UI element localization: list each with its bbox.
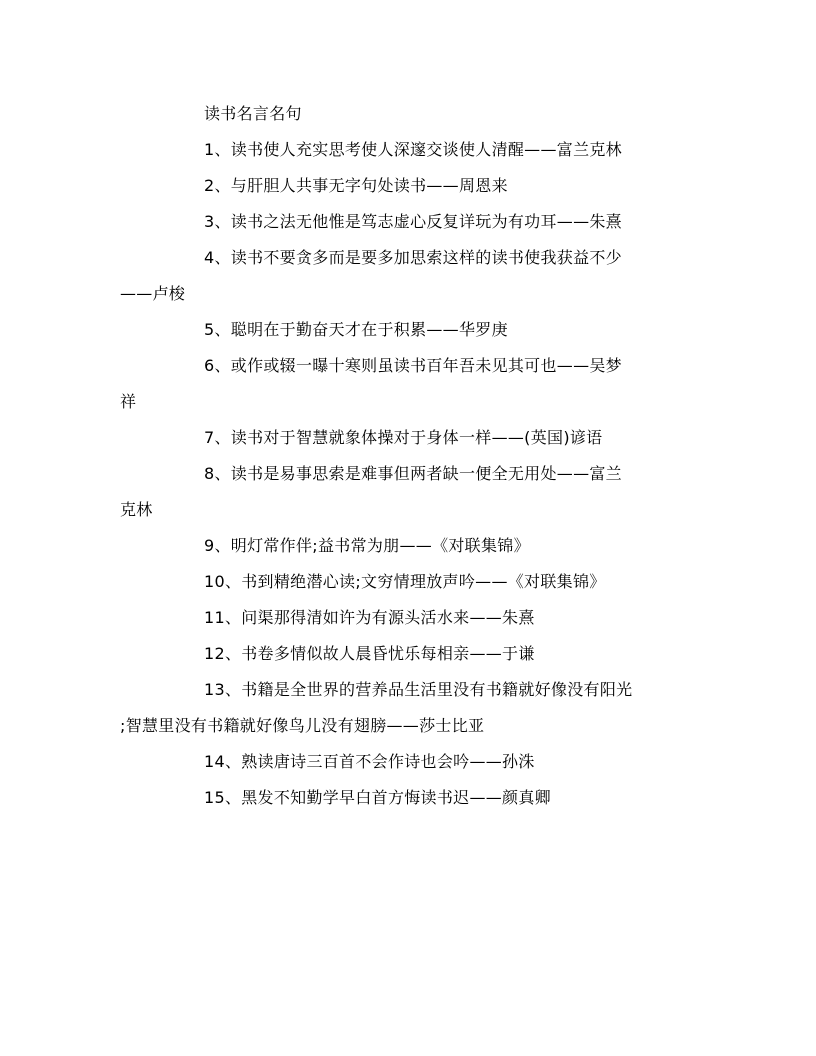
quote-13-continuation: ;智慧里没有书籍就好像鸟儿没有翅膀——莎士比亚 [120, 716, 485, 735]
document-body [120, 96, 696, 816]
quote-11: 11、问渠那得清如许为有源头活水来——朱熹 [204, 608, 535, 627]
quote-8-continuation: 克林 [120, 500, 153, 519]
document-title: 读书名言名句 [204, 104, 302, 123]
quote-8: 8、读书是易事思索是难事但两者缺一便全无用处——富兰 [204, 464, 622, 483]
quote-5: 5、聪明在于勤奋天才在于积累——华罗庚 [204, 320, 508, 339]
quote-4-continuation: ——卢梭 [120, 284, 186, 303]
quote-12: 12、书卷多情似故人晨昏忧乐每相亲——于谦 [204, 644, 535, 663]
quote-4: 4、读书不要贪多而是要多加思索这样的读书使我获益不少 [204, 248, 622, 267]
quote-6-continuation: 祥 [120, 392, 137, 411]
quote-15: 15、黑发不知勤学早白首方悔读书迟——颜真卿 [204, 788, 551, 807]
quote-3: 3、读书之法无他惟是笃志虚心反复详玩为有功耳——朱熹 [204, 212, 622, 231]
quote-13: 13、书籍是全世界的营养品生活里没有书籍就好像没有阳光 [204, 680, 633, 699]
quote-10: 10、书到精绝潜心读;文穷情理放声吟——《对联集锦》 [204, 572, 606, 591]
quote-1: 1、读书使人充实思考使人深邃交谈使人清醒——富兰克林 [204, 140, 622, 159]
quote-9: 9、明灯常作伴;益书常为朋——《对联集锦》 [204, 536, 530, 555]
quote-14: 14、熟读唐诗三百首不会作诗也会吟——孙洙 [204, 752, 535, 771]
quote-6: 6、或作或辍一曝十寒则虽读书百年吾未见其可也——吴梦 [204, 356, 622, 375]
quote-2: 2、与肝胆人共事无字句处读书——周恩来 [204, 176, 508, 195]
quote-7: 7、读书对于智慧就象体操对于身体一样——(英国)谚语 [204, 428, 603, 447]
